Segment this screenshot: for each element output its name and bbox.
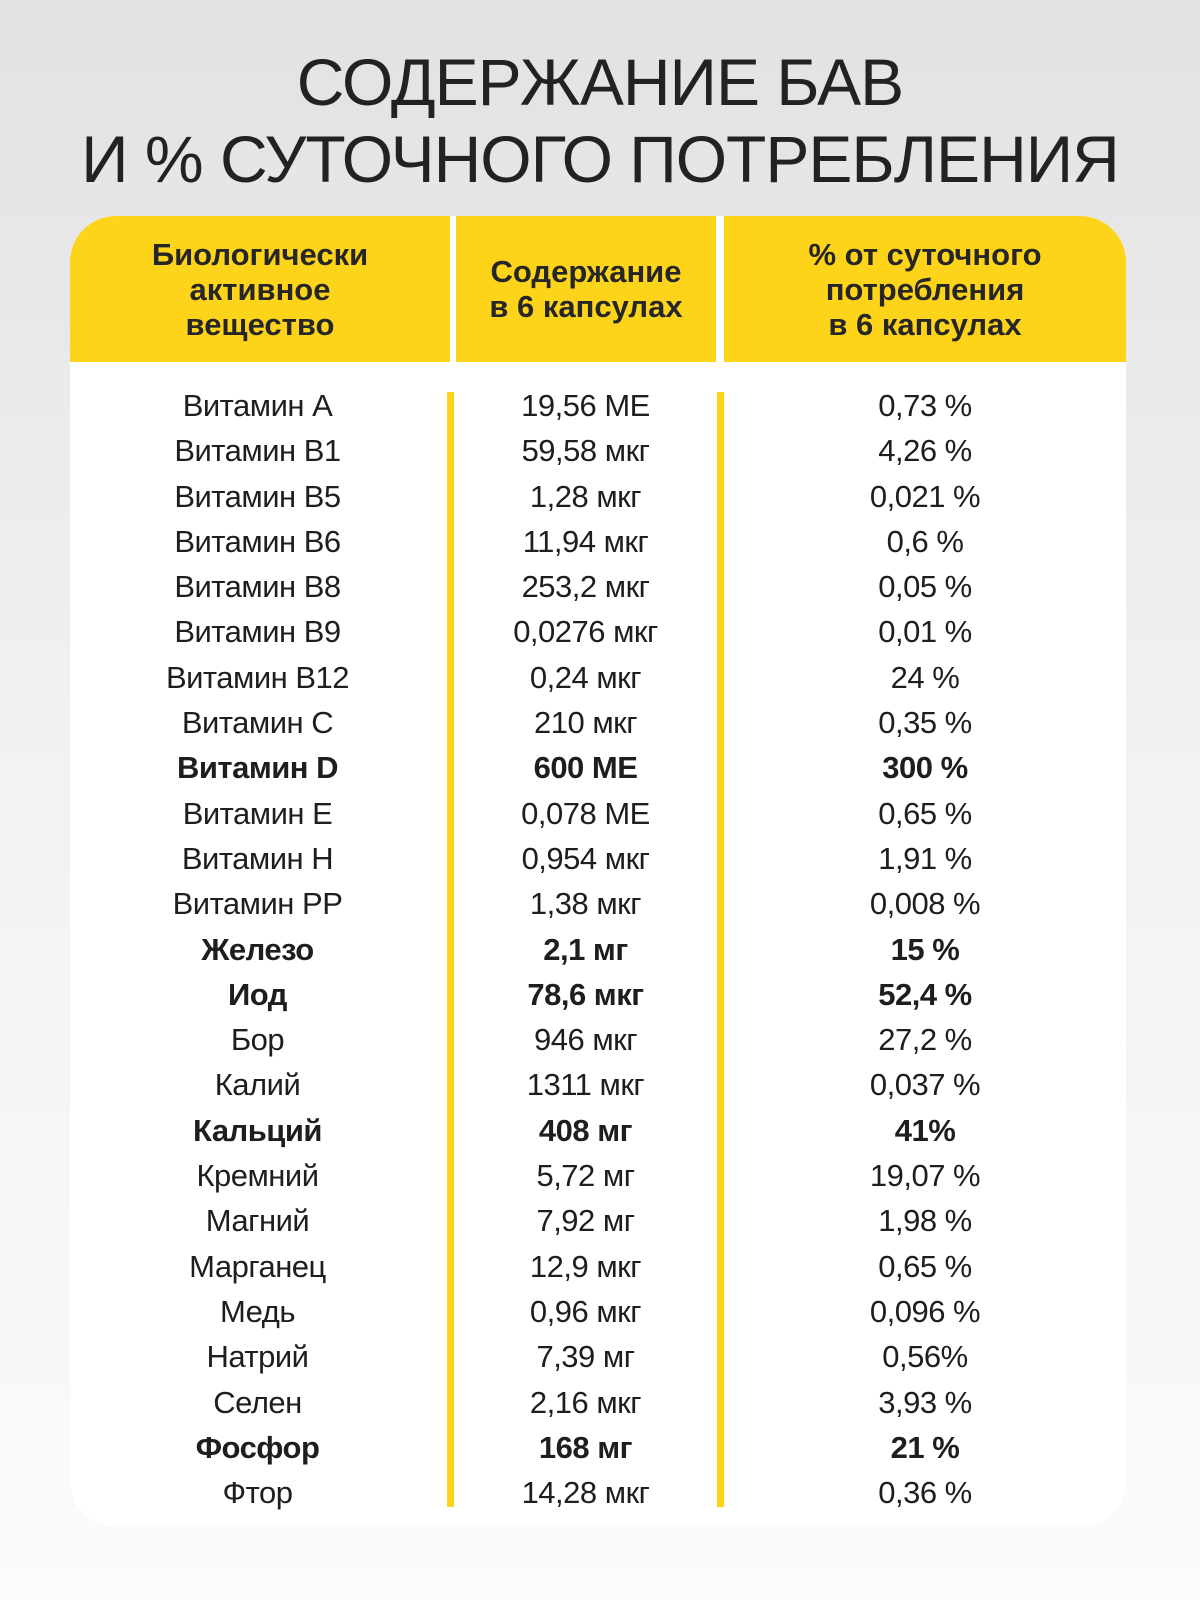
cell-substance: Натрий bbox=[206, 1339, 309, 1375]
cell-percent: 0,008 % bbox=[869, 886, 981, 922]
cell-percent: 0,05 % bbox=[878, 569, 972, 605]
cell-amount: 168 мг bbox=[538, 1429, 633, 1465]
cell-amount: 0,078 МЕ bbox=[521, 795, 650, 831]
cell-substance: Витамин D bbox=[176, 750, 339, 786]
cell-percent: 0,6 % bbox=[886, 523, 964, 559]
cell-percent: 0,36 % bbox=[878, 1475, 972, 1511]
cell-substance: Витамин В8 bbox=[174, 569, 341, 605]
cell-amount: 7,92 мг bbox=[536, 1203, 635, 1239]
table-row bbox=[70, 881, 1126, 926]
cell-amount: 2,16 мкг bbox=[529, 1384, 642, 1420]
table-row bbox=[70, 1380, 1126, 1425]
cell-amount: 1311 мкг bbox=[526, 1067, 645, 1103]
table-row bbox=[70, 519, 1126, 564]
cell-percent: 300 % bbox=[882, 750, 968, 786]
cell-substance: Кремний bbox=[196, 1158, 319, 1194]
cell-substance: Марганец bbox=[189, 1248, 326, 1284]
table-row bbox=[70, 745, 1126, 790]
table-row bbox=[70, 700, 1126, 745]
cell-amount: 14,28 мкг bbox=[521, 1475, 650, 1511]
cell-substance: Витамин Е bbox=[182, 795, 333, 831]
cell-amount: 600 МЕ bbox=[533, 750, 638, 786]
nutrient-table bbox=[70, 216, 1126, 1527]
table-row bbox=[70, 564, 1126, 609]
cell-amount: 12,9 мкг bbox=[529, 1248, 642, 1284]
cell-substance: Медь bbox=[220, 1293, 295, 1329]
cell-substance: Кальций bbox=[193, 1112, 322, 1148]
header-percent bbox=[724, 216, 1126, 362]
table-row bbox=[70, 1289, 1126, 1334]
table-row bbox=[70, 655, 1126, 700]
cell-substance: Витамин А bbox=[182, 388, 333, 423]
cell-percent: 41% bbox=[894, 1112, 956, 1148]
cell-amount: 0,0276 мкг bbox=[513, 614, 658, 650]
cell-amount: 1,28 мкг bbox=[529, 478, 642, 514]
cell-percent: 21 % bbox=[890, 1429, 960, 1465]
header-substance-label: Биологически активное вещество bbox=[151, 236, 369, 342]
table-row bbox=[70, 791, 1126, 836]
cell-substance: Витамин В6 bbox=[174, 523, 341, 559]
table-row bbox=[70, 972, 1126, 1017]
cell-substance: Магний bbox=[205, 1203, 310, 1239]
cell-amount: 5,72 мг bbox=[536, 1158, 635, 1194]
cell-substance: Селен bbox=[213, 1384, 302, 1420]
table-row bbox=[70, 1470, 1126, 1515]
cell-percent: 0,037 % bbox=[869, 1067, 981, 1103]
table-row bbox=[70, 1108, 1126, 1153]
cell-substance: Витамин Н bbox=[181, 840, 334, 876]
cell-amount: 408 мг bbox=[538, 1112, 633, 1148]
cell-substance: Иод bbox=[228, 976, 287, 1012]
cell-substance: Витамин В1 bbox=[174, 433, 341, 469]
table-row bbox=[70, 1062, 1126, 1107]
cell-percent: 0,35 % bbox=[878, 705, 972, 741]
table-row bbox=[70, 1334, 1126, 1379]
header-amount bbox=[456, 216, 716, 362]
header-amount-label: Содержание в 6 капсулах bbox=[489, 254, 683, 324]
cell-percent: 0,73 % bbox=[878, 388, 972, 423]
cell-percent: 24 % bbox=[890, 659, 960, 695]
cell-percent: 4,26 % bbox=[878, 433, 972, 469]
cell-amount: 0,96 мкг bbox=[529, 1293, 642, 1329]
cell-amount: 210 мкг bbox=[533, 705, 638, 741]
cell-amount: 946 мкг bbox=[533, 1022, 638, 1058]
cell-substance: Фтор bbox=[222, 1475, 293, 1511]
cell-substance: Витамин В5 bbox=[174, 478, 341, 514]
cell-amount: 2,1 мг bbox=[543, 931, 628, 967]
cell-amount: 7,39 мг bbox=[536, 1339, 635, 1375]
cell-substance: Калий bbox=[214, 1067, 301, 1103]
table-row bbox=[70, 428, 1126, 473]
cell-amount: 1,38 мкг bbox=[529, 886, 642, 922]
cell-percent: 3,93 % bbox=[878, 1384, 972, 1420]
cell-percent: 0,096 % bbox=[869, 1293, 981, 1329]
table-row bbox=[70, 1244, 1126, 1289]
table-row bbox=[70, 609, 1126, 654]
cell-percent: 1,91 % bbox=[878, 840, 972, 876]
cell-percent: 27,2 % bbox=[878, 1022, 972, 1058]
table-row bbox=[70, 1017, 1126, 1062]
table-row bbox=[70, 836, 1126, 881]
cell-amount: 19,56 МЕ bbox=[521, 388, 650, 423]
cell-amount: 11,94 мкг bbox=[522, 523, 649, 559]
cell-percent: 52,4 % bbox=[878, 976, 972, 1012]
title-line-2: И % СУТОЧНОГО ПОТРЕБЛЕНИЯ bbox=[81, 122, 1119, 196]
header-substance bbox=[70, 216, 450, 362]
title-line-1: СОДЕРЖАНИЕ БАВ bbox=[296, 45, 904, 119]
cell-percent: 0,01 % bbox=[878, 614, 972, 650]
header-percent-label: % от суточного потребления в 6 капсулах bbox=[808, 236, 1042, 342]
cell-percent: 0,65 % bbox=[878, 1248, 972, 1284]
cell-amount: 0,954 мкг bbox=[521, 840, 650, 876]
table-body bbox=[70, 383, 1126, 1515]
cell-percent: 15 % bbox=[890, 931, 960, 967]
cell-percent: 0,56% bbox=[882, 1339, 968, 1375]
table-row bbox=[70, 1198, 1126, 1243]
table-row bbox=[70, 474, 1126, 519]
cell-amount: 59,58 мкг bbox=[521, 433, 650, 469]
cell-amount: 253,2 мкг bbox=[521, 569, 650, 605]
cell-substance: Фосфор bbox=[195, 1429, 320, 1465]
cell-percent: 1,98 % bbox=[878, 1203, 972, 1239]
page-title bbox=[0, 44, 1200, 198]
cell-substance: Железо bbox=[201, 931, 314, 967]
cell-substance: Витамин С bbox=[181, 705, 334, 741]
cell-percent: 19,07 % bbox=[869, 1158, 981, 1194]
cell-substance: Витамин РР bbox=[172, 886, 343, 922]
cell-substance: Витамин В12 bbox=[165, 659, 350, 695]
cell-amount: 78,6 мкг bbox=[527, 976, 644, 1012]
cell-substance: Бор bbox=[230, 1022, 285, 1058]
cell-substance: Витамин В9 bbox=[174, 614, 341, 650]
table-row bbox=[70, 1425, 1126, 1470]
table-row bbox=[70, 383, 1126, 428]
cell-percent: 0,021 % bbox=[869, 478, 981, 514]
table-row bbox=[70, 927, 1126, 972]
table-row bbox=[70, 1153, 1126, 1198]
cell-percent: 0,65 % bbox=[878, 795, 972, 831]
cell-amount: 0,24 мкг bbox=[529, 659, 642, 695]
